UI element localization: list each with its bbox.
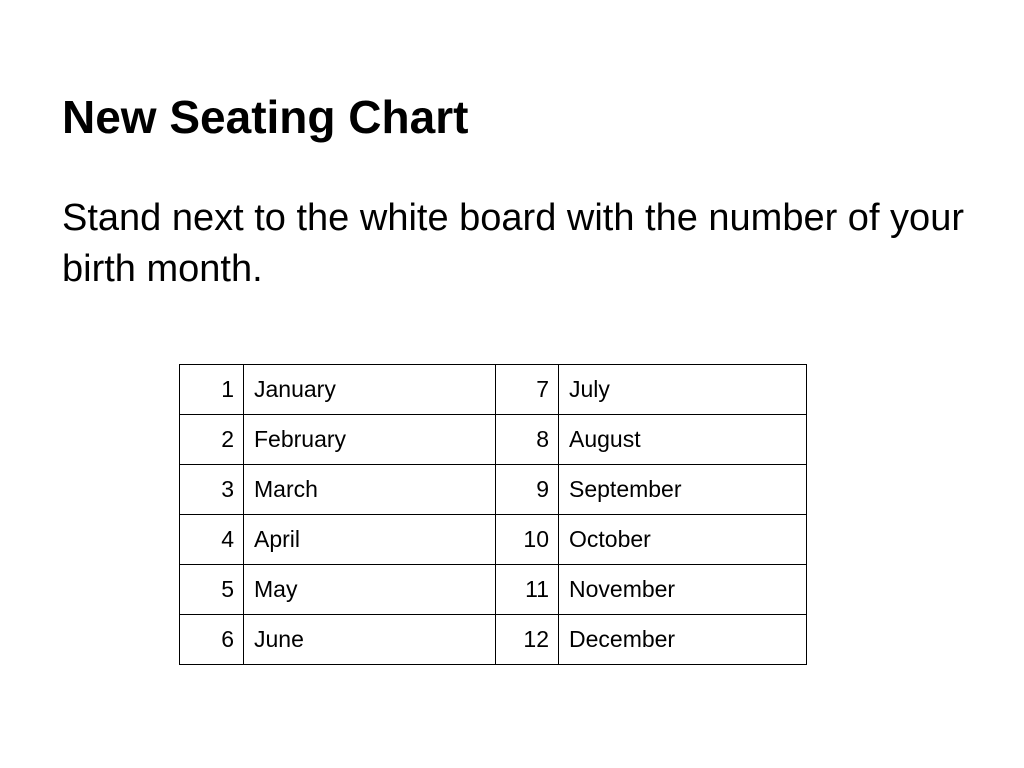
- month-name: March: [244, 465, 496, 515]
- table-row: [180, 565, 807, 615]
- month-number: 4: [180, 515, 244, 565]
- table-row: [180, 415, 807, 465]
- month-name: November: [559, 565, 807, 615]
- month-number: 2: [180, 415, 244, 465]
- table-row: [180, 615, 807, 665]
- slide-title: New Seating Chart: [62, 91, 469, 143]
- month-table: [179, 364, 807, 665]
- instruction-text: Stand next to the white board with the number of your birth month.: [62, 197, 964, 290]
- month-number: 7: [496, 365, 559, 415]
- month-name: June: [244, 615, 496, 665]
- month-number: 6: [180, 615, 244, 665]
- month-number: 5: [180, 565, 244, 615]
- month-number: 9: [496, 465, 559, 515]
- month-number: 12: [496, 615, 559, 665]
- month-number: 10: [496, 515, 559, 565]
- month-number: 1: [180, 365, 244, 415]
- month-name: September: [559, 465, 807, 515]
- month-number: 11: [496, 565, 559, 615]
- month-name: February: [244, 415, 496, 465]
- month-name: October: [559, 515, 807, 565]
- month-name: January: [244, 365, 496, 415]
- month-number: 3: [180, 465, 244, 515]
- table-row: [180, 365, 807, 415]
- table-row: [180, 515, 807, 565]
- month-name: August: [559, 415, 807, 465]
- month-name: April: [244, 515, 496, 565]
- month-name: May: [244, 565, 496, 615]
- month-name: July: [559, 365, 807, 415]
- month-name: December: [559, 615, 807, 665]
- month-number: 8: [496, 415, 559, 465]
- table-row: [180, 465, 807, 515]
